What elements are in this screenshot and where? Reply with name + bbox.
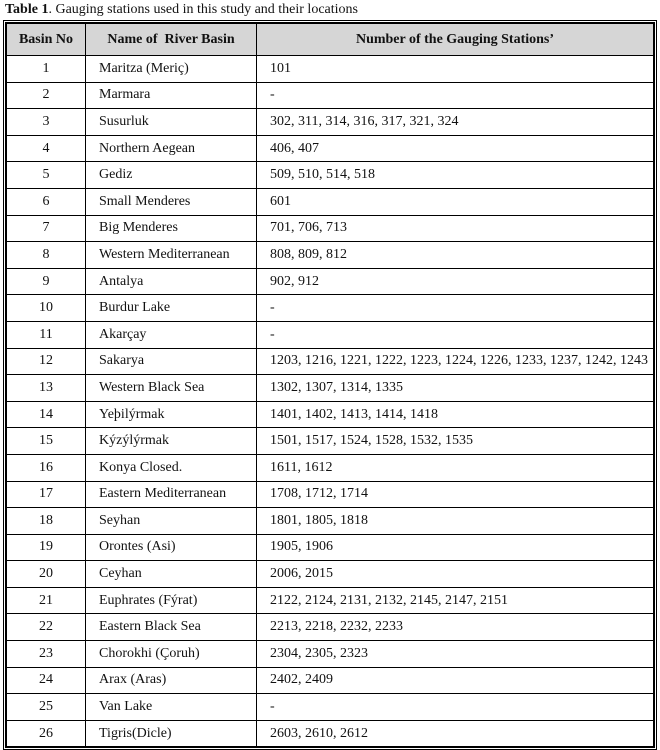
- river-basin-cell: Western Mediterranean: [86, 242, 257, 269]
- river-basin-cell: Sakarya: [86, 348, 257, 375]
- basin-no-cell: 14: [6, 401, 86, 428]
- stations-cell: 1708, 1712, 1714: [257, 481, 655, 508]
- basin-no-cell: 13: [6, 375, 86, 402]
- basin-no-cell: 24: [6, 667, 86, 694]
- basin-no-cell: 12: [6, 348, 86, 375]
- stations-cell: 601: [257, 188, 655, 215]
- gauging-stations-table: [5, 22, 655, 748]
- table-row: [6, 56, 654, 83]
- basin-no-cell: 16: [6, 454, 86, 481]
- stations-cell: 1401, 1402, 1413, 1414, 1418: [257, 401, 655, 428]
- header-basin-no: Basin No: [6, 23, 86, 56]
- basin-no-cell: 2: [6, 82, 86, 109]
- stations-cell: 1611, 1612: [257, 454, 655, 481]
- table-row: [6, 82, 654, 109]
- stations-cell: 808, 809, 812: [257, 242, 655, 269]
- basin-no-cell: 25: [6, 694, 86, 721]
- header-river-basin: Name of River Basin: [86, 23, 257, 56]
- stations-cell: 2402, 2409: [257, 667, 655, 694]
- table-row: [6, 481, 654, 508]
- table-row: [6, 215, 654, 242]
- table-row: [6, 162, 654, 189]
- river-basin-cell: Arax (Aras): [86, 667, 257, 694]
- table-row: [6, 694, 654, 721]
- river-basin-cell: Seyhan: [86, 508, 257, 535]
- basin-no-cell: 20: [6, 561, 86, 588]
- table-header: [6, 23, 654, 56]
- stations-cell: -: [257, 694, 655, 721]
- stations-cell: 1203, 1216, 1221, 1222, 1223, 1224, 1226, 1233, 1237, 1242, 1243: [257, 348, 655, 375]
- stations-cell: 1302, 1307, 1314, 1335: [257, 375, 655, 402]
- stations-cell: -: [257, 82, 655, 109]
- basin-no-cell: 8: [6, 242, 86, 269]
- river-basin-cell: Susurluk: [86, 109, 257, 136]
- stations-cell: 2006, 2015: [257, 561, 655, 588]
- basin-no-cell: 26: [6, 720, 86, 747]
- table-row: [6, 375, 654, 402]
- stations-cell: 1501, 1517, 1524, 1528, 1532, 1535: [257, 428, 655, 455]
- table-row: [6, 321, 654, 348]
- river-basin-cell: Akarçay: [86, 321, 257, 348]
- table-row: [6, 454, 654, 481]
- basin-no-cell: 5: [6, 162, 86, 189]
- basin-no-cell: 18: [6, 508, 86, 535]
- river-basin-cell: Small Menderes: [86, 188, 257, 215]
- river-basin-cell: Tigris(Dicle): [86, 720, 257, 747]
- basin-no-cell: 21: [6, 587, 86, 614]
- header-gauging-stations: Number of the Gauging Stations’: [257, 23, 655, 56]
- stations-cell: 406, 407: [257, 135, 655, 162]
- stations-cell: 2304, 2305, 2323: [257, 641, 655, 668]
- table-row: [6, 720, 654, 747]
- stations-cell: -: [257, 321, 655, 348]
- table-caption-text: . Gauging stations used in this study and their locations: [48, 2, 358, 17]
- river-basin-cell: Kýzýlýrmak: [86, 428, 257, 455]
- basin-no-cell: 4: [6, 135, 86, 162]
- basin-no-cell: 3: [6, 109, 86, 136]
- basin-no-cell: 23: [6, 641, 86, 668]
- table-row: [6, 667, 654, 694]
- stations-cell: 2213, 2218, 2232, 2233: [257, 614, 655, 641]
- table-row: [6, 188, 654, 215]
- river-basin-cell: Van Lake: [86, 694, 257, 721]
- table-row: [6, 534, 654, 561]
- basin-no-cell: 19: [6, 534, 86, 561]
- stations-cell: 101: [257, 56, 655, 83]
- river-basin-cell: Chorokhi (Çoruh): [86, 641, 257, 668]
- table-row: [6, 508, 654, 535]
- table-caption-label: Table 1: [5, 2, 49, 17]
- table-frame: [3, 20, 657, 750]
- basin-no-cell: 9: [6, 268, 86, 295]
- table-body: [6, 56, 654, 748]
- river-basin-cell: Yeþilýrmak: [86, 401, 257, 428]
- table-row: [6, 401, 654, 428]
- table-row: [6, 268, 654, 295]
- river-basin-cell: Orontes (Asi): [86, 534, 257, 561]
- table-row: [6, 242, 654, 269]
- basin-no-cell: 17: [6, 481, 86, 508]
- table-row: [6, 561, 654, 588]
- table-row: [6, 348, 654, 375]
- river-basin-cell: Northern Aegean: [86, 135, 257, 162]
- river-basin-cell: Gediz: [86, 162, 257, 189]
- river-basin-cell: Ceyhan: [86, 561, 257, 588]
- basin-no-cell: 1: [6, 56, 86, 83]
- river-basin-cell: Antalya: [86, 268, 257, 295]
- stations-cell: 902, 912: [257, 268, 655, 295]
- table-caption: [3, 0, 657, 20]
- table-row: [6, 109, 654, 136]
- header-row: [6, 23, 654, 56]
- river-basin-cell: Euphrates (Fýrat): [86, 587, 257, 614]
- stations-cell: -: [257, 295, 655, 322]
- table-row: [6, 135, 654, 162]
- table-row: [6, 428, 654, 455]
- basin-no-cell: 15: [6, 428, 86, 455]
- river-basin-cell: Burdur Lake: [86, 295, 257, 322]
- table-row: [6, 641, 654, 668]
- table-row: [6, 295, 654, 322]
- basin-no-cell: 11: [6, 321, 86, 348]
- river-basin-cell: Big Menderes: [86, 215, 257, 242]
- stations-cell: 302, 311, 314, 316, 317, 321, 324: [257, 109, 655, 136]
- basin-no-cell: 22: [6, 614, 86, 641]
- river-basin-cell: Western Black Sea: [86, 375, 257, 402]
- stations-cell: 701, 706, 713: [257, 215, 655, 242]
- basin-no-cell: 10: [6, 295, 86, 322]
- basin-no-cell: 7: [6, 215, 86, 242]
- river-basin-cell: Maritza (Meriç): [86, 56, 257, 83]
- stations-cell: 2122, 2124, 2131, 2132, 2145, 2147, 2151: [257, 587, 655, 614]
- river-basin-cell: Konya Closed.: [86, 454, 257, 481]
- stations-cell: 1905, 1906: [257, 534, 655, 561]
- table-row: [6, 587, 654, 614]
- stations-cell: 1801, 1805, 1818: [257, 508, 655, 535]
- river-basin-cell: Marmara: [86, 82, 257, 109]
- table-row: [6, 614, 654, 641]
- basin-no-cell: 6: [6, 188, 86, 215]
- stations-cell: 2603, 2610, 2612: [257, 720, 655, 747]
- river-basin-cell: Eastern Black Sea: [86, 614, 257, 641]
- river-basin-cell: Eastern Mediterranean: [86, 481, 257, 508]
- stations-cell: 509, 510, 514, 518: [257, 162, 655, 189]
